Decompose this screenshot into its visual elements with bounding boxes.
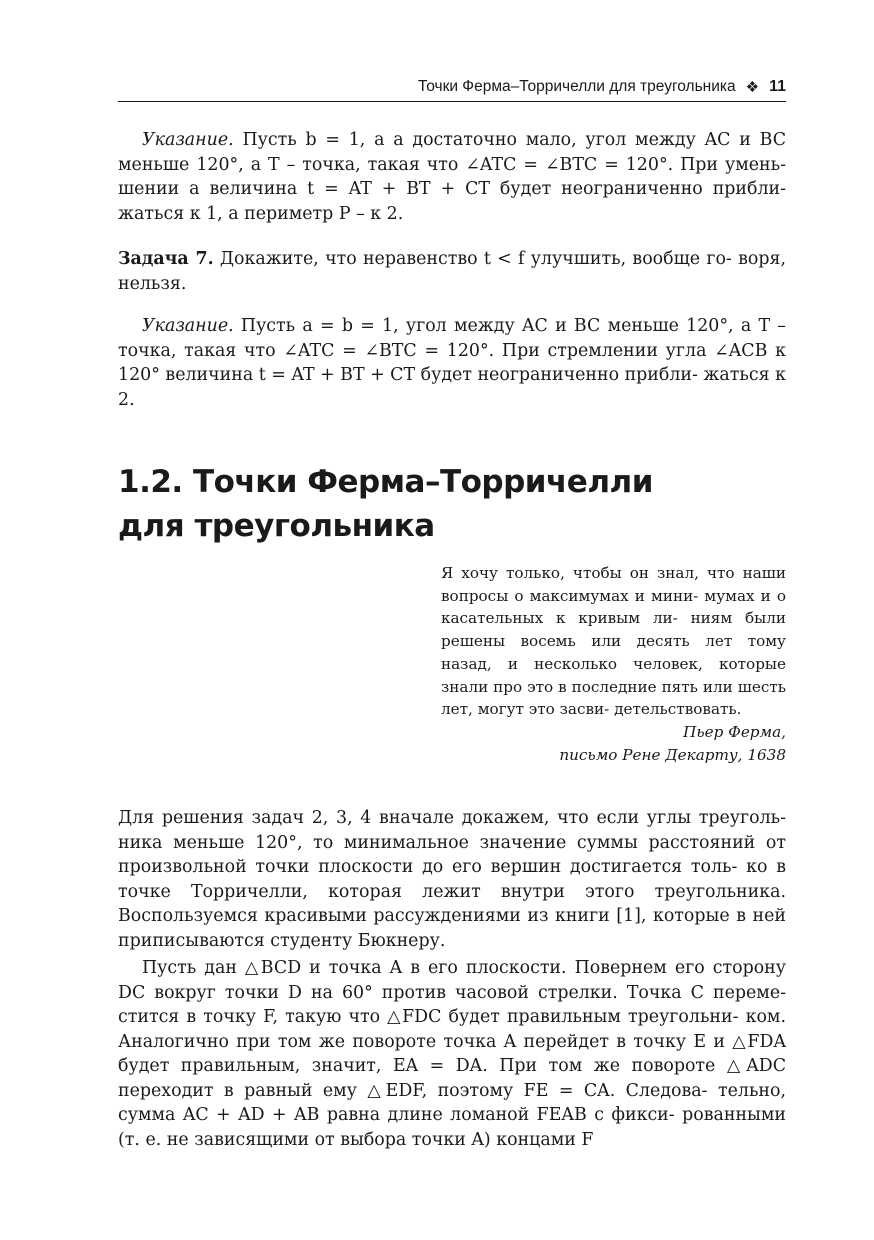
hint-2-line-1: Пусть a = b = 1, угол между AC и BC меньше 120°, а T –	[240, 316, 786, 336]
hint-1-line-1: Пусть b = 1, а a достаточно мало, угол между AC и BC	[242, 130, 786, 150]
epigraph-line-1: Я хочу только, чтобы он знал, что	[441, 564, 735, 582]
epigraph-source: письмо Рене Декарту, 1638	[559, 745, 786, 764]
hint-1-label: Указание.	[142, 130, 234, 150]
hint-2-line-2: точка, такая что ∠ATC = ∠BTC = 120°. При стремлении угла ∠ACB	[118, 340, 768, 361]
body-p2-line-7: тельно, сумма AC + AD + AB равна длине ломаной FEAB с фикси-	[118, 1080, 787, 1125]
epigraph-line-7: пять или шесть лет, могут это засви-	[441, 677, 787, 719]
epigraph-line-5: лет тому назад, и несколько человек,	[441, 632, 786, 673]
body-p2-line-6: △ADC переходит в равный ему △EDF, поэтому FE = CA. Следова-	[118, 1056, 787, 1101]
hint-1	[118, 128, 786, 226]
body-p2-line-5: и △FDA будет правильным, значит, EA = DA. При том же повороте	[118, 1031, 787, 1076]
hint-2-line-3: к 120° величина t = AT + BT + CT будет неограниченно прибли-	[118, 340, 786, 385]
epigraph-line-3: мумах и о касательных к кривым ли-	[441, 586, 787, 628]
body-p2-line-3: стится в точку F, такую что △FDC будет правильным треугольни-	[118, 1007, 739, 1027]
hint-2	[118, 314, 786, 412]
body-p1-line-1: Для решения задач 2, 3, 4 вначале докажем, что если углы треуголь-	[118, 808, 786, 828]
body-paragraph-1	[118, 806, 786, 953]
body-p2-line-4: ком. Аналогично при том же повороте точка A перейдет в точку E	[118, 1007, 786, 1052]
hint-2-label: Указание.	[142, 316, 234, 336]
body-p1-line-4: ко в точке Торричелли, которая лежит внутри этого треугольника.	[118, 857, 786, 902]
header-rule	[118, 101, 786, 102]
running-title: Точки Ферма–Торричелли для треугольника	[417, 78, 736, 95]
page-number: 11	[769, 78, 786, 95]
epigraph	[441, 562, 786, 766]
ornament-icon: ❖	[745, 79, 760, 96]
hint-1-line-2: меньше 120°, а T – точка, такая что ∠ATC = ∠BTC = 120°. При умень-	[118, 154, 786, 175]
problem-7	[118, 247, 786, 296]
epigraph-author: Пьер Ферма,	[683, 722, 786, 741]
body-p2-line-8: рованными (т. е. не зависящими от выбора точки A) концами F	[118, 1105, 786, 1150]
body-p1-line-2: ника меньше 120°, то минимальное значение суммы расстояний от	[118, 832, 786, 853]
epigraph-line-4: ниям были решены восемь или десять	[441, 609, 786, 651]
body-p2-line-1: Пусть дан △BCD и точка A в его плоскости. Повернем его сторону	[142, 958, 786, 978]
body-p1-line-5: Воспользуемся красивыми рассуждениями из книги [1], которые	[118, 906, 730, 926]
hint-1-line-4: жаться к 1, а периметр P – к 2.	[118, 203, 404, 224]
problem-7-line-1: Докажите, что неравенство t < f улучшить, вообще го-	[219, 249, 732, 269]
section-title-line-1: 1.2. Точки Ферма–Торричелли	[118, 464, 653, 500]
body-p2-line-2: DC вокруг точки D на 60° против часовой стрелки. Точка C переме-	[118, 982, 786, 1003]
body-paragraph-2	[118, 956, 786, 1152]
problem-7-line-2: воря, нельзя.	[118, 249, 786, 294]
running-head	[118, 75, 786, 99]
epigraph-line-2: наши вопросы о максимумах и мини-	[441, 564, 786, 605]
epigraph-line-6: которые знали про это в последние	[441, 654, 786, 696]
problem-7-label: Задача 7.	[118, 249, 214, 269]
body-p1-line-3: произвольной точки плоскости до его вершин достигается толь-	[118, 857, 738, 877]
section-title-line-2: для треугольника	[118, 508, 435, 544]
hint-1-line-3: шении a величина t = AT + BT + CT будет неограниченно прибли-	[118, 179, 786, 199]
hint-2-line-4: жаться к 2.	[118, 365, 786, 410]
body-p1-line-6: в ней приписываются студенту Бюкнеру.	[118, 906, 787, 951]
section-title	[118, 460, 786, 548]
epigraph-line-8: детельствовать.	[614, 700, 742, 719]
